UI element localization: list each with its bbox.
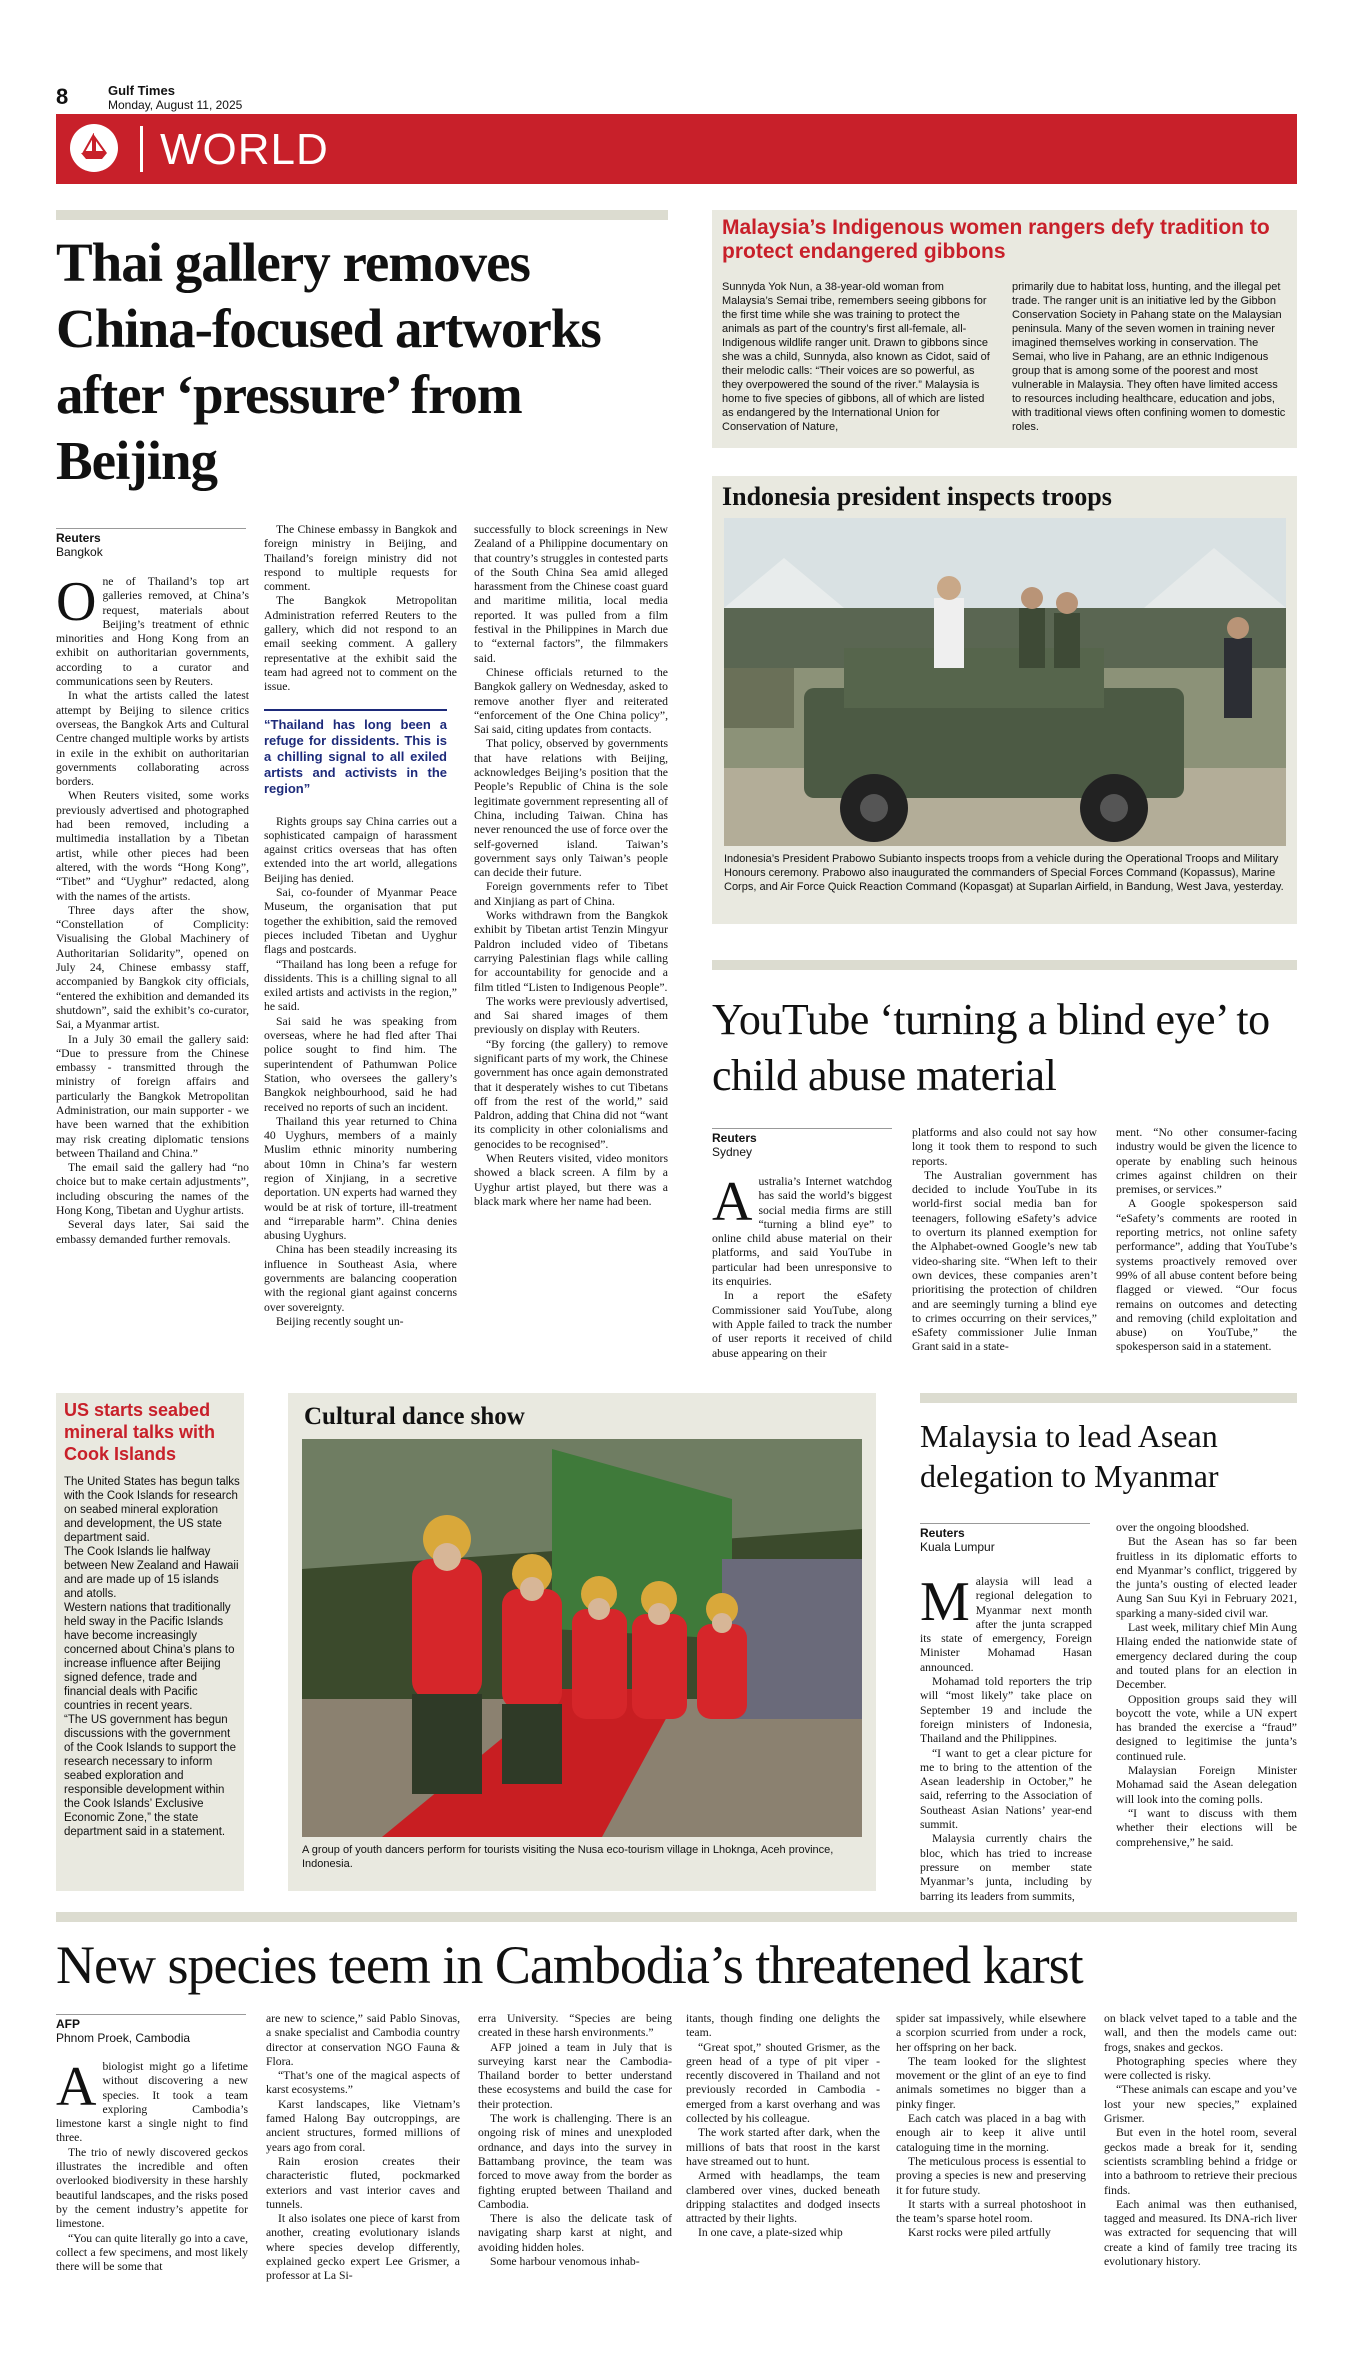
paragraph: spider sat impassively, while elsewhere a scorpion scurried from under a rock, her offspring on her back. — [896, 2012, 1086, 2054]
youtube-column-3 — [1116, 1126, 1297, 1355]
paragraph: ne of Thailand’s top art galleries removed, at China’s request, materials about Beijing’s treatment of ethnic minorities and Hong Kong from an exhibit on authoritarian governments, according to a curator and communications seen by Reuters. — [56, 575, 249, 689]
paragraph: The trio of newly discovered geckos illustrates the incredible and often overlooked biodiversity in these harshly beautiful landscapes, and the risks posed by the cement industry’s appetite for limestone. — [56, 2145, 248, 2231]
paragraph: platforms and also could not say how long it took them to respond to such reports. — [912, 1126, 1097, 1168]
cambodia-byline — [56, 2014, 246, 2045]
paragraph: Rain erosion creates their characteristic fluted, pockmarked exteriors and vast interior caves and tunnels. — [266, 2154, 460, 2211]
troops-headline: Indonesia president inspects troops — [722, 482, 1112, 511]
dropcap: M — [920, 1571, 970, 1633]
paragraph: Karst rocks were piled artfully — [908, 2226, 1051, 2240]
thai-column-2 — [264, 523, 457, 1329]
paragraph: The United States has begun talks with the Cook Islands for research on seabed mineral exploration and development, the US state department said. — [64, 1476, 240, 1544]
byline-agency: Reuters — [920, 1526, 965, 1540]
paragraph: Last week, military chief Min Aung Hlaing ended the nationwide state of emergency declared during the coup and touted plans for an election in December. — [1116, 1621, 1297, 1692]
paragraph: In a July 30 email the gallery said: “Due to pressure from the Chinese embassy - transmitted through the ministry of foreign affairs and particularly the Bangkok Metropolitan Administration, our main supporter - we have been warned that the exhibition may risk creating diplomatic tensions between Thailand and China.” — [56, 1032, 249, 1160]
seabed-headline: US starts seabed mineral talks with Cook Islands — [64, 1400, 216, 1464]
paragraph: “By forcing (the gallery) to remove significant parts of my work, the Chinese government has once again demonstrated that it desperately wishes to cut Tibetans off from the rest of the world,” said Paldron, adding that China did not “want its complicity in other colonialisms and genocides to be recognised”. — [474, 1037, 668, 1151]
dance-caption: A group of youth dancers perform for tourists visiting the Nusa eco-tourism village in Lhoknga, Aceh province, Indonesia. — [302, 1844, 834, 1870]
seabed-box — [56, 1393, 244, 1891]
youtube-column-1 — [712, 1171, 892, 1361]
thai-byline — [56, 528, 246, 559]
dropcap: O — [56, 571, 97, 633]
story-top-rule — [920, 1393, 1297, 1403]
paragraph: successfully to block screenings in New Zealand of a Philippine documentary on that country’s struggles in contested parts of the South China Sea amid alleged harassment from the Chinese coast guard and maritime militia, local media reported. It was pulled from a film festival in the Philippines in March due to “external factors”, the filmmakers said. — [474, 523, 668, 665]
story-top-rule — [56, 210, 668, 220]
paragraph: That policy, observed by governments that have relations with Beijing, acknowledges Beijing’s position that the People’s Republic of China is the sole legitimate government representing all of China, including Taiwan. China has never renounced the use of force over the self-governed island. Taiwan’s government says only Taiwan’s people can decide their future. — [474, 737, 668, 880]
asean-column-1 — [920, 1571, 1092, 1904]
paragraph: Rights groups say China carries out a sophisticated campaign of harassment against critics overseas that has often extended into the art world, allegations Beijing has denied. — [264, 814, 457, 885]
banner-divider — [140, 126, 143, 172]
paragraph: Each animal was then euthanised, tagged and measured. Its DNA-rich liver was extracted for sequencing that will create a kind of family tree tracing its evolutionary history. — [1104, 2197, 1297, 2269]
asean-column-2 — [1116, 1521, 1297, 1850]
paragraph: The Chinese embassy in Bangkok and foreign ministry in Beijing, and Thailand’s foreign ministry did not respond to multiple requests for comment. — [264, 523, 457, 594]
publication-name: Gulf Times — [108, 83, 175, 98]
paragraph: ment. “No other consumer-facing industry would be given the licence to operate by enabling such heinous crimes against children on their premises, or services.” — [1116, 1126, 1297, 1197]
paragraph: Some harbour venomous inhab- — [490, 2255, 640, 2269]
paragraph: “You can quite literally go into a cave, collect a few specimens, and most likely there will be some that — [56, 2231, 248, 2274]
paragraph: A Google spokesperson said “eSafety’s comments are rooted in reporting metrics, not online safety performance”, adding that YouTube’s systems proactively removed over 99% of all abuse content before being flagged or viewed. “Our focus remains on outcomes and detecting and removing (child exploitation and abuse) on YouTube,” the spokesperson said in a statement. — [1116, 1197, 1297, 1354]
rangers-column-1: Sunnyda Yok Nun, a 38-year-old woman from Malaysia’s Semai tribe, remembers seeing gibbons for the first time while she was training to protect the animals as part of the country’s first all-female, all-Indigenous wildlife ranger unit. Drawn to gibbons since she was a child, Sunnyda, also known as Cidot, said of their melodic calls: “Their voices are so powerful, as they overpowered the sound of the river.” Malaysia is home to five species of gibbons, all of which are listed as endangered by the International Union for Conservation of Nature, — [722, 281, 990, 433]
paragraph: The email said the gallery had “no choice but to make certain adjustments”, including obscuring the names of the Hong Kong, Tibetan and Uyghur artists. — [56, 1161, 249, 1218]
paragraph: Foreign governments refer to Tibet and Xinjiang as part of China. — [474, 880, 668, 908]
paragraph: are new to science,” said Pablo Sinovas, a snake specialist and Cambodia country director at conservation NGO Fauna & Flora. — [266, 2012, 460, 2068]
seabed-body — [64, 1475, 240, 1839]
paragraph: Works withdrawn from the Bangkok exhibit by Tibetan artist Tenzin Mingyur Paldron included video of Tibetans carrying Palestinian flags while calling for accountability for genocide and a film titled “Listen to Indigenous People”. — [474, 909, 668, 994]
thai-headline: Thai gallery removes China-focused artworks after ‘pressure’ from Beijing — [56, 232, 601, 491]
paragraph: In what the artists called the latest attempt by Beijing to silence critics overseas, the Bangkok Arts and Cultural Centre changed multiple works by artists in exile in the exhibit on authoritarian governments collaborating across borders. — [56, 689, 249, 789]
dance-headline: Cultural dance show — [304, 1403, 525, 1430]
paragraph: The works were previously advertised, and Sai shared images of them previously on display with Reuters. — [474, 994, 668, 1037]
dropcap: A — [56, 2056, 97, 2118]
section-title: WORLD — [160, 125, 329, 174]
paragraph: erra University. “Species are being created in these harsh environments.” — [478, 2012, 672, 2040]
section-banner — [56, 114, 1297, 184]
cambodia-column-1 — [56, 2056, 248, 2274]
troops-caption: Indonesia’s President Prabowo Subianto inspects troops from a vehicle during the Operational Troops and Military Honours ceremony. Prabowo also inaugurated the commanders of Special Forces Command (Kopassus), Marine Corps, and Air Force Quick Reaction Command (Kopasgat) at Suparlan Airfield, in Bandung, West Java, yesterday. — [724, 853, 1284, 893]
youtube-column-2 — [912, 1126, 1097, 1355]
rangers-column-2: primarily due to habitat loss, hunting, and the illegal pet trade. The ranger unit is an initiative led by the Gibbon Conservation Society in Pahang state on the Malaysian peninsula. Many of the seven women in training never imagined themselves working in conservation. The Semai, who live in Pahang, are an ethnic Indigenous group that is among some of the poorest and most vulnerable in Malaysia. They often have limited access to resources including healthcare, education and jobs, with traditional views often confining women to domestic roles. — [1012, 281, 1286, 433]
paragraph: When Reuters visited, video monitors showed a black screen. A film by a Uyghur artist played, but there was a black mark where her name had been. — [474, 1152, 668, 1208]
troops-photo — [724, 518, 1286, 846]
paragraph: Chinese officials returned to the Bangkok gallery on Wednesday, asked to remove another flyer and reiterated “enforcement of the One China policy”, Sai said, citing updates from contacts. — [474, 665, 668, 737]
paragraph: on black velvet taped to a table and the wall, and then the models came out: frogs, snakes and geckos. — [1104, 2012, 1297, 2054]
dropcap: A — [712, 1171, 753, 1233]
paragraph: But the Asean has so far been fruitless in its diplomatic efforts to end Myanmar’s conflict, triggered by the junta’s ousting of elected leader Aung San Suu Kyi in February 2021, sparking a many-sided civil war. — [1116, 1535, 1297, 1620]
paragraph: Sai, co-founder of Myanmar Peace Museum, the organisation that put together the exhibition, said the removed pieces included Tibetan and Uyghur flags and postcards. — [264, 886, 457, 957]
paragraph: Several days later, Sai said the embassy demanded further removals. — [56, 1218, 249, 1246]
paragraph: Mohamad told reporters the trip will “most likely” take place on September 19 and include the foreign ministers of Indonesia, Thailand and the Philippines. — [920, 1675, 1092, 1746]
paragraph: It also isolates one piece of karst from another, creating evolutionary islands where species develop differently, explained gecko expert Lee Grismer, a professor at La Si- — [266, 2212, 460, 2283]
cambodia-headline: New species teem in Cambodia’s threatened karst — [56, 1935, 1083, 1995]
paragraph: Each catch was placed in a bag with enough air to keep it alive until cataloguing time in the morning. — [896, 2112, 1086, 2154]
paragraph: AFP joined a team in July that is surveying karst near the Cambodia-Thailand border to better understand these ecosystems and build the case for their protection. — [478, 2040, 672, 2111]
youtube-headline: YouTube ‘turning a blind eye’ to child abuse material — [712, 995, 1270, 1100]
thai-column-1 — [56, 571, 249, 1247]
thai-column-3 — [474, 523, 668, 1209]
byline-place: Sydney — [712, 1145, 753, 1159]
cambodia-column-4 — [686, 2012, 880, 2241]
paragraph: The team looked for the slightest movement or the glint of an eye to find animals sometimes no bigger than a pinky finger. — [896, 2054, 1086, 2111]
story-top-rule — [56, 1912, 1297, 1922]
byline-place: Bangkok — [56, 545, 103, 559]
paragraph: Western nations that traditionally held sway in the Pacific Islands have become increasingly concerned about China’s plans to increase influence after Beijing signed defence, trade and financial deals with Pacific countries in recent years. — [64, 1602, 235, 1712]
paragraph: ustralia’s Internet watchdog has said the world’s biggest social media firms are still “turning a blind eye” to online child abuse material on their platforms, and said YouTube in particular had been unresponsive to its enquiries. — [712, 1175, 892, 1289]
pull-quote: “Thailand has long been a refuge for dissidents. This is a chilling signal to all exiled artists and activists in the region” — [264, 709, 447, 797]
paragraph: “Thailand has long been a refuge for dissidents. This is a chilling signal to all exiled artists and activists in the region,” he said. — [264, 957, 457, 1014]
paragraph: But even in the hotel room, several geckos made a break for it, sending scientists scrambling behind a fridge or into a bathroom to retrieve their precious finds. — [1104, 2126, 1297, 2197]
paragraph: Sai said he was speaking from overseas, where he had fled after Thai police sought to find him. The superintendent of Pathumwan Police Station, who oversees the gallery’s Bangkok neighbourhood, said he had received no reports of such an incident. — [264, 1014, 457, 1114]
paragraph: Photographing species where they were collected is risky. — [1104, 2054, 1297, 2083]
paragraph: “I want to get a clear picture for me to bring to the attention of the Asean leadership in October,” he said, referring to the Association of Southeast Asian Nations’ year-end summit. — [920, 1746, 1092, 1832]
paragraph: Karst landscapes, like Vietnam’s famed Halong Bay outcroppings, are ancient structures, formed millions of years ago from coral. — [266, 2097, 460, 2154]
paragraph: Beijing recently sought un- — [276, 1314, 404, 1328]
paragraph: The Bangkok Metropolitan Administration referred Reuters to the gallery, which did not respond to an email seeking comment. A gallery representative at the exhibit said the team had agreed not to comment on the issue. — [264, 594, 457, 694]
paragraph: “That’s one of the magical aspects of karst ecosystems.” — [266, 2069, 460, 2097]
byline-place: Kuala Lumpur — [920, 1540, 995, 1554]
paragraph: The work is challenging. There is an ongoing risk of mines and unexploded ordnance, and days into the survey in Battambang province, the team was forced to move away from the border as fighting erupted between Thailand and Cambodia. — [478, 2112, 672, 2211]
issue-date: Monday, August 11, 2025 — [108, 98, 243, 112]
dance-box — [288, 1393, 876, 1891]
paragraph: The Cook Islands lie halfway between New Zealand and Hawaii and are made up of 15 islands and atolls. — [64, 1546, 239, 1600]
byline-agency: Reuters — [712, 1131, 757, 1145]
paragraph: There is also the delicate task of navigating sharp karst at night, and avoiding hidden holes. — [478, 2212, 672, 2254]
paragraph: In a report the eSafety Commissioner said YouTube, along with Apple failed to track the number of user reports it received of child abuse appearing on their — [712, 1289, 892, 1360]
paragraph: Malaysian Foreign Minister Mohamad said the Asean delegation will look into the coming polls. — [1116, 1764, 1297, 1806]
paragraph: “These animals can escape and you’ve lost your new species,” explained Grismer. — [1104, 2083, 1297, 2126]
dance-photo — [302, 1439, 862, 1837]
paragraph: It starts with a surreal photoshoot in the team’s sparse hotel room. — [896, 2197, 1086, 2226]
cambodia-column-3 — [478, 2012, 672, 2269]
paragraph: Thailand this year returned to China 40 Uyghurs, members of a mainly Muslim ethnic minority numbering about 10mn in China’s far western region of Xinjiang, in a secretive deportation. UN experts had warned they would be at risk of torture, ill-treatment and “irreparable harm”. China denies abusing Uyghurs. — [264, 1114, 457, 1243]
rangers-box — [712, 210, 1297, 448]
paragraph: The work started after dark, when the millions of bats that roost in the karst have streamed out to hunt. — [686, 2126, 880, 2168]
paragraph: Malaysia currently chairs the bloc, which has tried to increase pressure on member state Myanmar’s junta, including by barring its leaders from summits, — [920, 1832, 1092, 1903]
paragraph: “The US government has begun discussions with the government of the Cook Islands to support the research necessary to inform seabed exploration and responsible development within the Cook Islands’ Exclusive Economic Zone,” the state department said in a statement. — [64, 1714, 236, 1838]
byline-agency: Reuters — [56, 531, 101, 545]
paragraph: itants, though finding one delights the team. — [686, 2012, 880, 2040]
byline-place: Phnom Proek, Cambodia — [56, 2031, 191, 2045]
story-top-rule — [712, 960, 1297, 970]
paragraph: “I want to discuss with them whether their elections will be comprehensive,” he said. — [1116, 1806, 1297, 1849]
paragraph: Opposition groups said they will boycott the vote, while a UN expert has branded the exercise a “fraud” designed to legitimise the junta’s continued rule. — [1116, 1692, 1297, 1763]
paragraph: alaysia will lead a regional delegation to Myanmar next month after the junta scrapped its state of emergency, Foreign Minister Mohamad Hasan announced. — [920, 1575, 1092, 1674]
paragraph: The Australian government has decided to include YouTube in its world-first social media ban for teenagers, following eSafety’s advice to overturn its planned exemption for the Alphabet-owned Google’s new tab video-sharing site. “When left to their own devices, these companies aren’t prioritising the protection of children and are seemingly turning a blind eye to crimes occurring on their services,” eSafety commissioner Julie Inman Grant said in a state- — [912, 1168, 1097, 1354]
asean-byline — [920, 1523, 1090, 1554]
paragraph: When Reuters visited, some works previously advertised and photographed had been removed, including a multimedia installation by a Tibetan artist, while other pieces had been altered, with the words “Hong Kong”, “Tibet” and “Uyghur” redacted, along with the names of the artists. — [56, 789, 249, 903]
paragraph: biologist might go a lifetime without discovering a new species. It took a team exploring Cambodia’s limestone karst a single night to find three. — [56, 2060, 248, 2145]
paragraph: In one cave, a plate-sized whip — [698, 2226, 843, 2240]
paragraph: “Great spot,” shouted Grismer, as the green head of a type of pit viper - recently discovered in Thailand and not previously recorded in Cambodia - emerged from a karst overhang and was collected by his colleague. — [686, 2040, 880, 2126]
page-number: 8 — [56, 84, 69, 109]
paragraph: China has been steadily increasing its influence in Southeast Asia, where governments are balancing cooperation with the regional giant against concerns over sovereignty. — [264, 1243, 457, 1314]
paragraph: over the ongoing bloodshed. — [1116, 1521, 1250, 1534]
cambodia-column-2 — [266, 2012, 460, 2284]
cambodia-column-6 — [1104, 2012, 1297, 2269]
cambodia-column-5 — [896, 2012, 1086, 2241]
dhow-logo-icon — [70, 124, 118, 172]
paragraph: Three days after the show, “Constellation of Complicity: Visualising the Global Machinery of Authoritarian Solidarity”, opened on July 24, Chinese embassy staff, accompanied by Bangkok city officials, “entered the exhibition and demanded its shutdown”, said the exhibit’s co-curator, Sai, a Myanmar artist. — [56, 903, 249, 1032]
paragraph: The meticulous process is essential to proving a species is new and preserving it for future study. — [896, 2154, 1086, 2197]
troops-box — [712, 476, 1297, 924]
byline-agency: AFP — [56, 2017, 80, 2031]
asean-headline: Malaysia to lead Asean delegation to Myanmar — [920, 1418, 1219, 1494]
youtube-byline — [712, 1128, 892, 1159]
paragraph: Armed with headlamps, the team clambered over vines, ducked beneath dripping stalactites and dodged insects attracted by their lights. — [686, 2169, 880, 2226]
rangers-headline: Malaysia’s Indigenous women rangers defy tradition to protect endangered gibbons — [722, 216, 1270, 263]
